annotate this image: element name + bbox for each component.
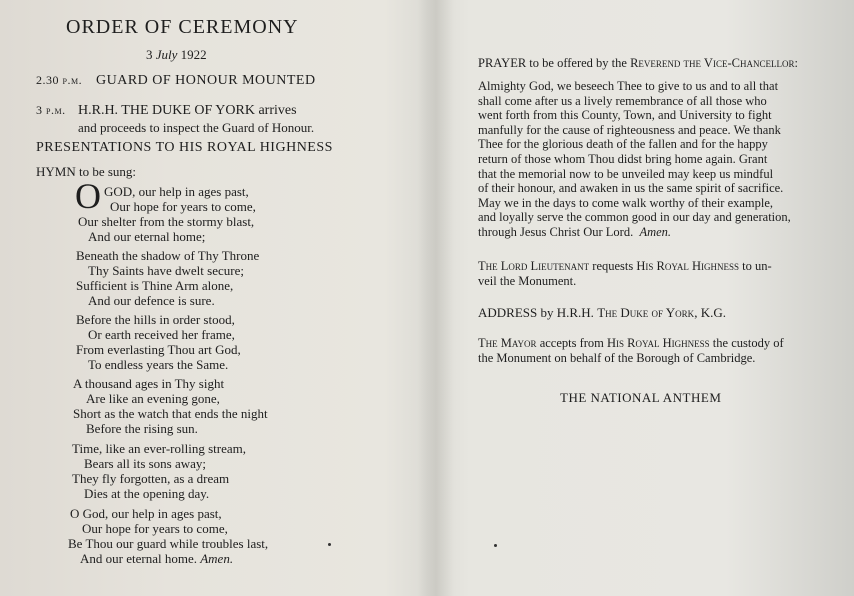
verse-line: And our eternal home. Amen. — [80, 551, 234, 566]
prayer-text — [478, 79, 848, 240]
address-line: ADDRESS by H.R.H. The Duke of York, K.G. — [478, 305, 726, 320]
ceremony-date: 3 July 1922 — [146, 47, 207, 62]
prayer-line: and loyally serve the common good in our day and generation, — [478, 210, 791, 225]
verse-line: Time, like an ever-rolling stream, — [72, 441, 246, 456]
verse-line: Before the rising sun. — [86, 421, 198, 436]
prayer-heading: PRAYER to be offered by the Reverend the Vice-Chancellor: — [478, 56, 798, 70]
verse-line: Our hope for years to come, — [82, 521, 228, 536]
page-title: ORDER OF CEREMONY — [66, 16, 299, 38]
schedule-row — [36, 103, 297, 119]
verse-line: GOD, our help in ages past, — [104, 184, 249, 199]
verse-line: Sufficient is Thine Arm alone, — [76, 278, 234, 293]
prayer-line: Thee for the glorious death of the fallen and for the happy — [478, 137, 768, 152]
prayer-line: that the memorial now to be unveiled may keep us mindful — [478, 166, 774, 181]
schedule-row — [36, 73, 316, 89]
ink-speck — [328, 543, 331, 546]
verse-line: From everlasting Thou art God, — [76, 342, 241, 357]
verse-line: Be Thou our guard while troubles last, — [68, 536, 269, 551]
verse-line: Or earth received her frame, — [88, 327, 235, 342]
verse-line: They fly forgotten, as a dream — [72, 471, 230, 486]
schedule-time: 2.30 p.m. — [36, 73, 83, 87]
prayer-line: through Jesus Christ Our Lord. Amen. — [478, 224, 672, 239]
lieutenant-paragraph: The Lord Lieutenant requests His Royal Highness to un- veil the Monument. — [478, 259, 772, 288]
ink-speck — [494, 544, 497, 547]
schedule-event: H.R.H. THE DUKE OF YORK arrives — [78, 103, 297, 118]
verse-line: Dies at the opening day. — [84, 486, 210, 501]
verse-line: And our defence is sure. — [88, 293, 215, 308]
mayor-paragraph: The Mayor accepts from His Royal Highness the custody of the Monument on behalf of the Borough of Cambridge. — [478, 336, 784, 365]
prayer-line: of their honour, and awaken in us the same spirit of sacrifice. — [478, 181, 784, 196]
prayer-amen: Amen. — [639, 224, 672, 239]
schedule-event-cont: and proceeds to inspect the Guard of Honour. — [78, 120, 315, 135]
prayer-line: shall come after us a lively remembrance of all those who — [478, 93, 767, 108]
schedule-event: GUARD OF HONOUR MOUNTED — [96, 73, 316, 88]
verse-line: Thy Saints have dwelt secure; — [88, 263, 244, 278]
prayer-line: May we in the days to come walk worthy of their example, — [478, 195, 774, 210]
prayer-line: manfully for the cause of righteousness and peace. We thank — [478, 122, 781, 137]
right-page — [440, 0, 854, 596]
prayer-line: went forth from this County, Town, and University to fight — [478, 108, 772, 123]
hymn-amen: Amen. — [200, 551, 234, 566]
verse-line: A thousand ages in Thy sight — [73, 376, 225, 391]
verse-line: To endless years the Same. — [88, 357, 229, 372]
prayer-line: Almighty God, we beseech Thee to give to us and to all that — [478, 79, 779, 93]
verse-line: Are like an evening gone, — [86, 391, 220, 406]
presentations-heading: PRESENTATIONS TO HIS ROYAL HIGHNESS — [36, 140, 333, 155]
verse-line: Our hope for years to come, — [110, 199, 256, 214]
verse-line: Beneath the shadow of Thy Throne — [76, 248, 260, 263]
verse-line: Bears all its sons away; — [84, 456, 207, 471]
verse-line: Short as the watch that ends the night — [73, 406, 268, 421]
verse-line: And our eternal home; — [88, 229, 206, 244]
hymn-label: HYMN to be sung: — [36, 164, 137, 179]
national-anthem-heading: THE NATIONAL ANTHEM — [560, 390, 722, 405]
prayer-line: return of those whom Thou didst bring home again. Grant — [478, 151, 768, 166]
verse-line: O God, our help in ages past, — [70, 506, 222, 521]
verse-line: Our shelter from the stormy blast, — [78, 214, 255, 229]
verse-line: Before the hills in order stood, — [76, 312, 235, 327]
schedule-time: 3 p.m. — [36, 103, 66, 117]
hymn-dropcap: O — [75, 176, 101, 216]
